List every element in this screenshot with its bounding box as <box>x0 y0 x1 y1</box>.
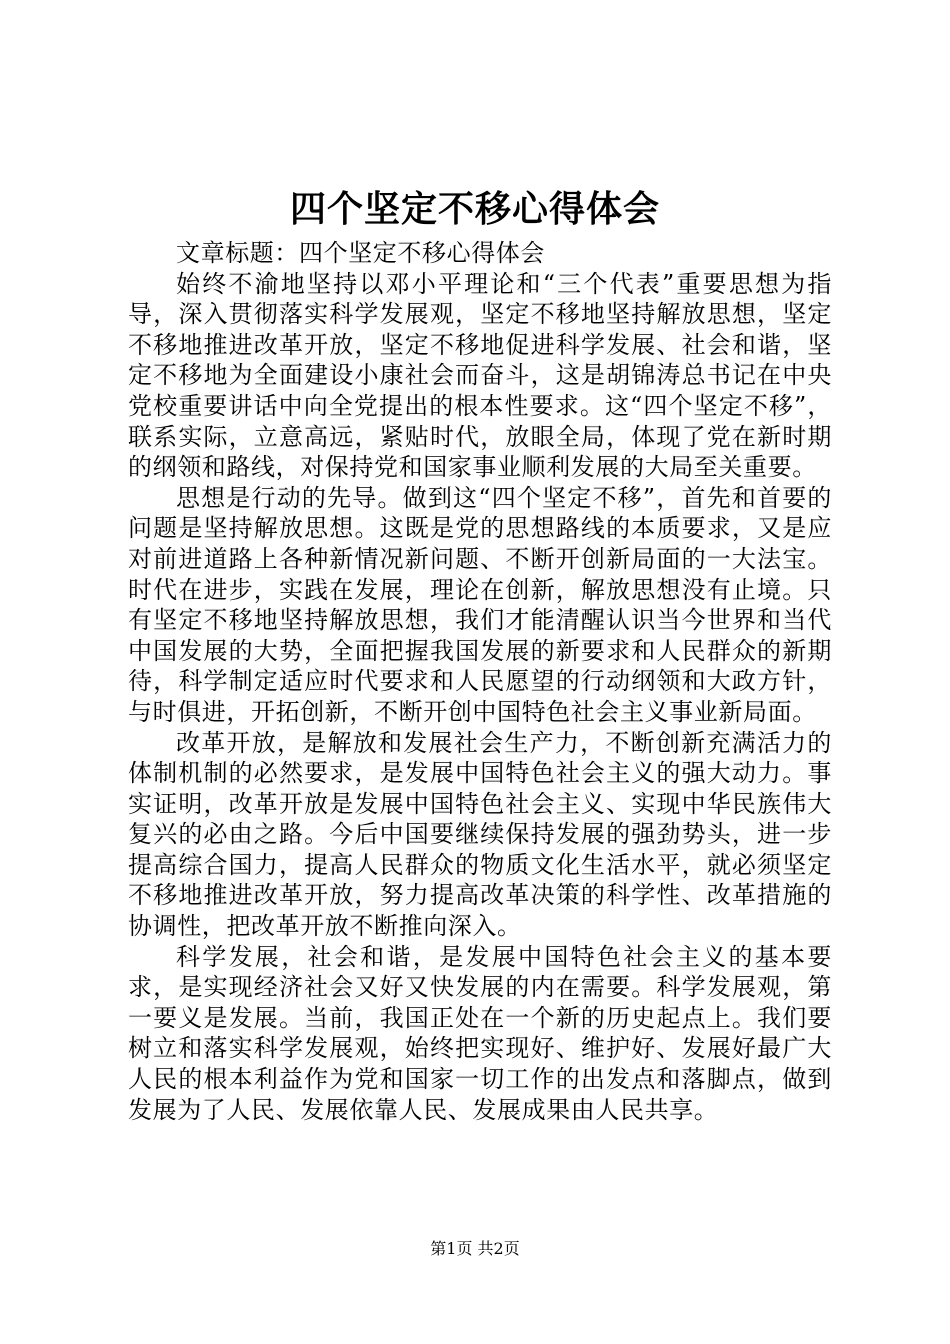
paragraph-article-title: 文章标题：四个坚定不移心得体会 <box>176 239 545 267</box>
paragraph-emancipate-mind: 思想是行动的先导。做到这“四个坚定不移”，首先和首要的问题是坚持解放思想。这既是党的思想路线的本质要求，又是应对前进道路上各种新情况新问题、不断开创新局面的一大法宝。时代在进步，实践在发展，理论在创新，解放思想没有止境。只有坚定不移地坚持解放思想，我们才能清醒认识当今世界和当代中国发展的大势，全面把握我国发展的新要求和人民群众的新期待，科学制定适应时代要求和人民愿望的行动纲领和大政方针，与时俱进，开拓创新，不断开创中国特色社会主义事业新局面。 <box>128 483 832 726</box>
document-title: 四个坚定不移心得体会 <box>289 188 660 230</box>
document-body <box>128 238 832 1125</box>
paragraph-intro: 始终不渝地坚持以邓小平理论和“三个代表”重要思想为指导，深入贯彻落实科学发展观，坚定不移地坚持解放思想，坚定不移地推进改革开放，坚定不移地促进科学发展、社会和谐，坚定不移地为全面建设小康社会而奋斗，这是胡锦涛总书记在中央党校重要讲话中向全党提出的根本性要求。这“四个坚定不移”，联系实际，立意高远，紧贴时代，放眼全局，体现了党在新时期的纲领和路线，对保持党和国家事业顺利发展的大局至关重要。 <box>128 269 832 482</box>
paragraph-reform-opening: 改革开放，是解放和发展社会生产力，不断创新充满活力的体制机制的必然要求，是发展中国特色社会主义的强大动力。事实证明，改革开放是发展中国特色社会主义、实现中华民族伟大复兴的必由之路。今后中国要继续保持发展的强劲势头，进一步提高综合国力，提高人民群众的物质文化生活水平，就必须坚定不移地推进改革开放，努力提高改革决策的科学性、改革措施的协调性，把改革开放不断推向深入。 <box>128 728 832 941</box>
page-number-footer: 第1页 共2页 <box>430 1239 520 1258</box>
paragraph-scientific-development: 科学发展，社会和谐，是发展中国特色社会主义的基本要求，是实现经济社会又好又快发展的内在需要。科学发展观，第一要义是发展。当前，我国正处在一个新的历史起点上。我们要树立和落实科学发展观，始终把实现好、维护好、发展好最广大人民的根本利益作为党和国家一切工作的出发点和落脚点，做到发展为了人民、发展依靠人民、发展成果由人民共享。 <box>128 942 832 1124</box>
